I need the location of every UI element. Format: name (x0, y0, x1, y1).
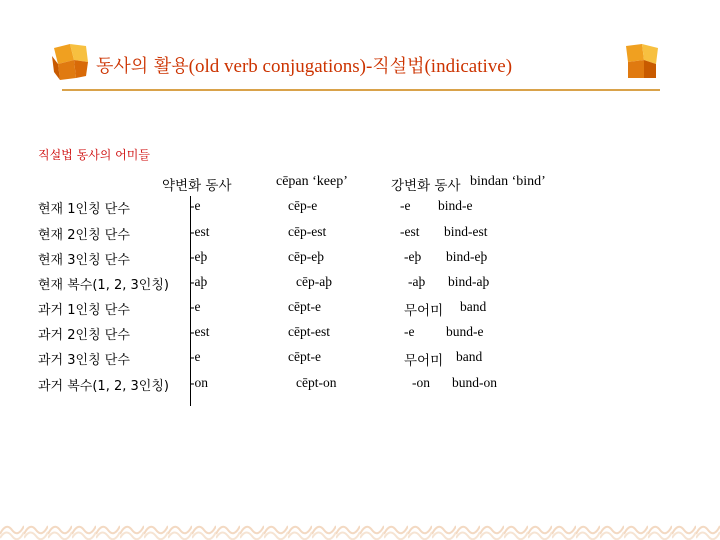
bottom-decorative-border (0, 516, 720, 540)
row-label: 과거 1인칭 단수 (38, 303, 130, 318)
strong-form-cell: bund-on (452, 375, 497, 390)
strong-ending-cell: -eþ (404, 249, 422, 264)
row-label: 현재 3인칭 단수 (38, 253, 130, 268)
strong-form-cell: band (460, 299, 487, 314)
weak-ending-cell: -e (190, 349, 201, 364)
strong-ending-cell: -est (400, 224, 420, 239)
weak-form-cell: cēp-aþ (296, 274, 332, 289)
weak-form-cell: cēp-eþ (288, 249, 324, 264)
strong-form-cell: bund-e (446, 324, 484, 339)
weak-ending-cell: -e (190, 198, 201, 213)
row-label: 과거 2인칭 단수 (38, 328, 130, 343)
weak-ending-cell: -aþ (190, 274, 208, 289)
page-title (96, 52, 512, 78)
title-english-part1: (old verb conjugations)- (188, 56, 373, 77)
strong-form-cell: bind-eþ (446, 249, 488, 264)
title-korean-part2: 직설법 (372, 56, 425, 77)
weak-verb-header: 약변화 동사 (162, 178, 232, 194)
left-logo-icon (50, 42, 94, 82)
section-title: 직설법 동사의 어미들 (38, 148, 150, 162)
row-label: 현재 2인칭 단수 (38, 228, 130, 243)
weak-form-cell: cēpt-on (296, 375, 337, 390)
weak-ending-cell: -on (190, 375, 208, 390)
strong-ending-cell: 무어미 (404, 303, 444, 319)
weak-ending-cell: -est (190, 324, 210, 339)
weak-form-cell: cēpt-est (288, 324, 330, 339)
weak-verb-example: cēpan ‘keep’ (276, 174, 348, 189)
strong-verb-example: bindan ‘bind’ (470, 174, 546, 189)
strong-ending-cell: -on (412, 375, 430, 390)
strong-ending-cell: -e (404, 324, 415, 339)
row-label: 현재 1인칭 단수 (38, 202, 130, 217)
title-divider (62, 89, 660, 91)
weak-ending-cell: -e (190, 299, 201, 314)
right-logo-icon (620, 42, 664, 82)
strong-ending-cell: -e (400, 198, 411, 213)
strong-form-cell: band (456, 349, 483, 364)
row-label: 과거 3인칭 단수 (38, 353, 130, 368)
weak-form-cell: cēpt-e (288, 349, 321, 364)
row-label: 현재 복수(1, 2, 3인칭) (38, 278, 169, 293)
row-label: 과거 복수(1, 2, 3인칭) (38, 379, 169, 394)
strong-ending-cell: 무어미 (404, 353, 444, 369)
strong-form-cell: bind-est (444, 224, 488, 239)
weak-form-cell: cēp-est (288, 224, 327, 239)
weak-form-cell: cēpt-e (288, 299, 321, 314)
weak-form-cell: cēp-e (288, 198, 318, 213)
strong-form-cell: bind-e (438, 198, 473, 213)
title-english-part2: (indicative) (424, 56, 513, 77)
strong-form-cell: bind-aþ (448, 274, 490, 289)
title-korean-part1: 동사의 활용 (96, 56, 189, 77)
weak-ending-cell: -est (190, 224, 210, 239)
weak-ending-cell: -eþ (190, 249, 208, 264)
strong-ending-cell: -aþ (408, 274, 426, 289)
strong-verb-header: 강변화 동사 (391, 178, 461, 194)
